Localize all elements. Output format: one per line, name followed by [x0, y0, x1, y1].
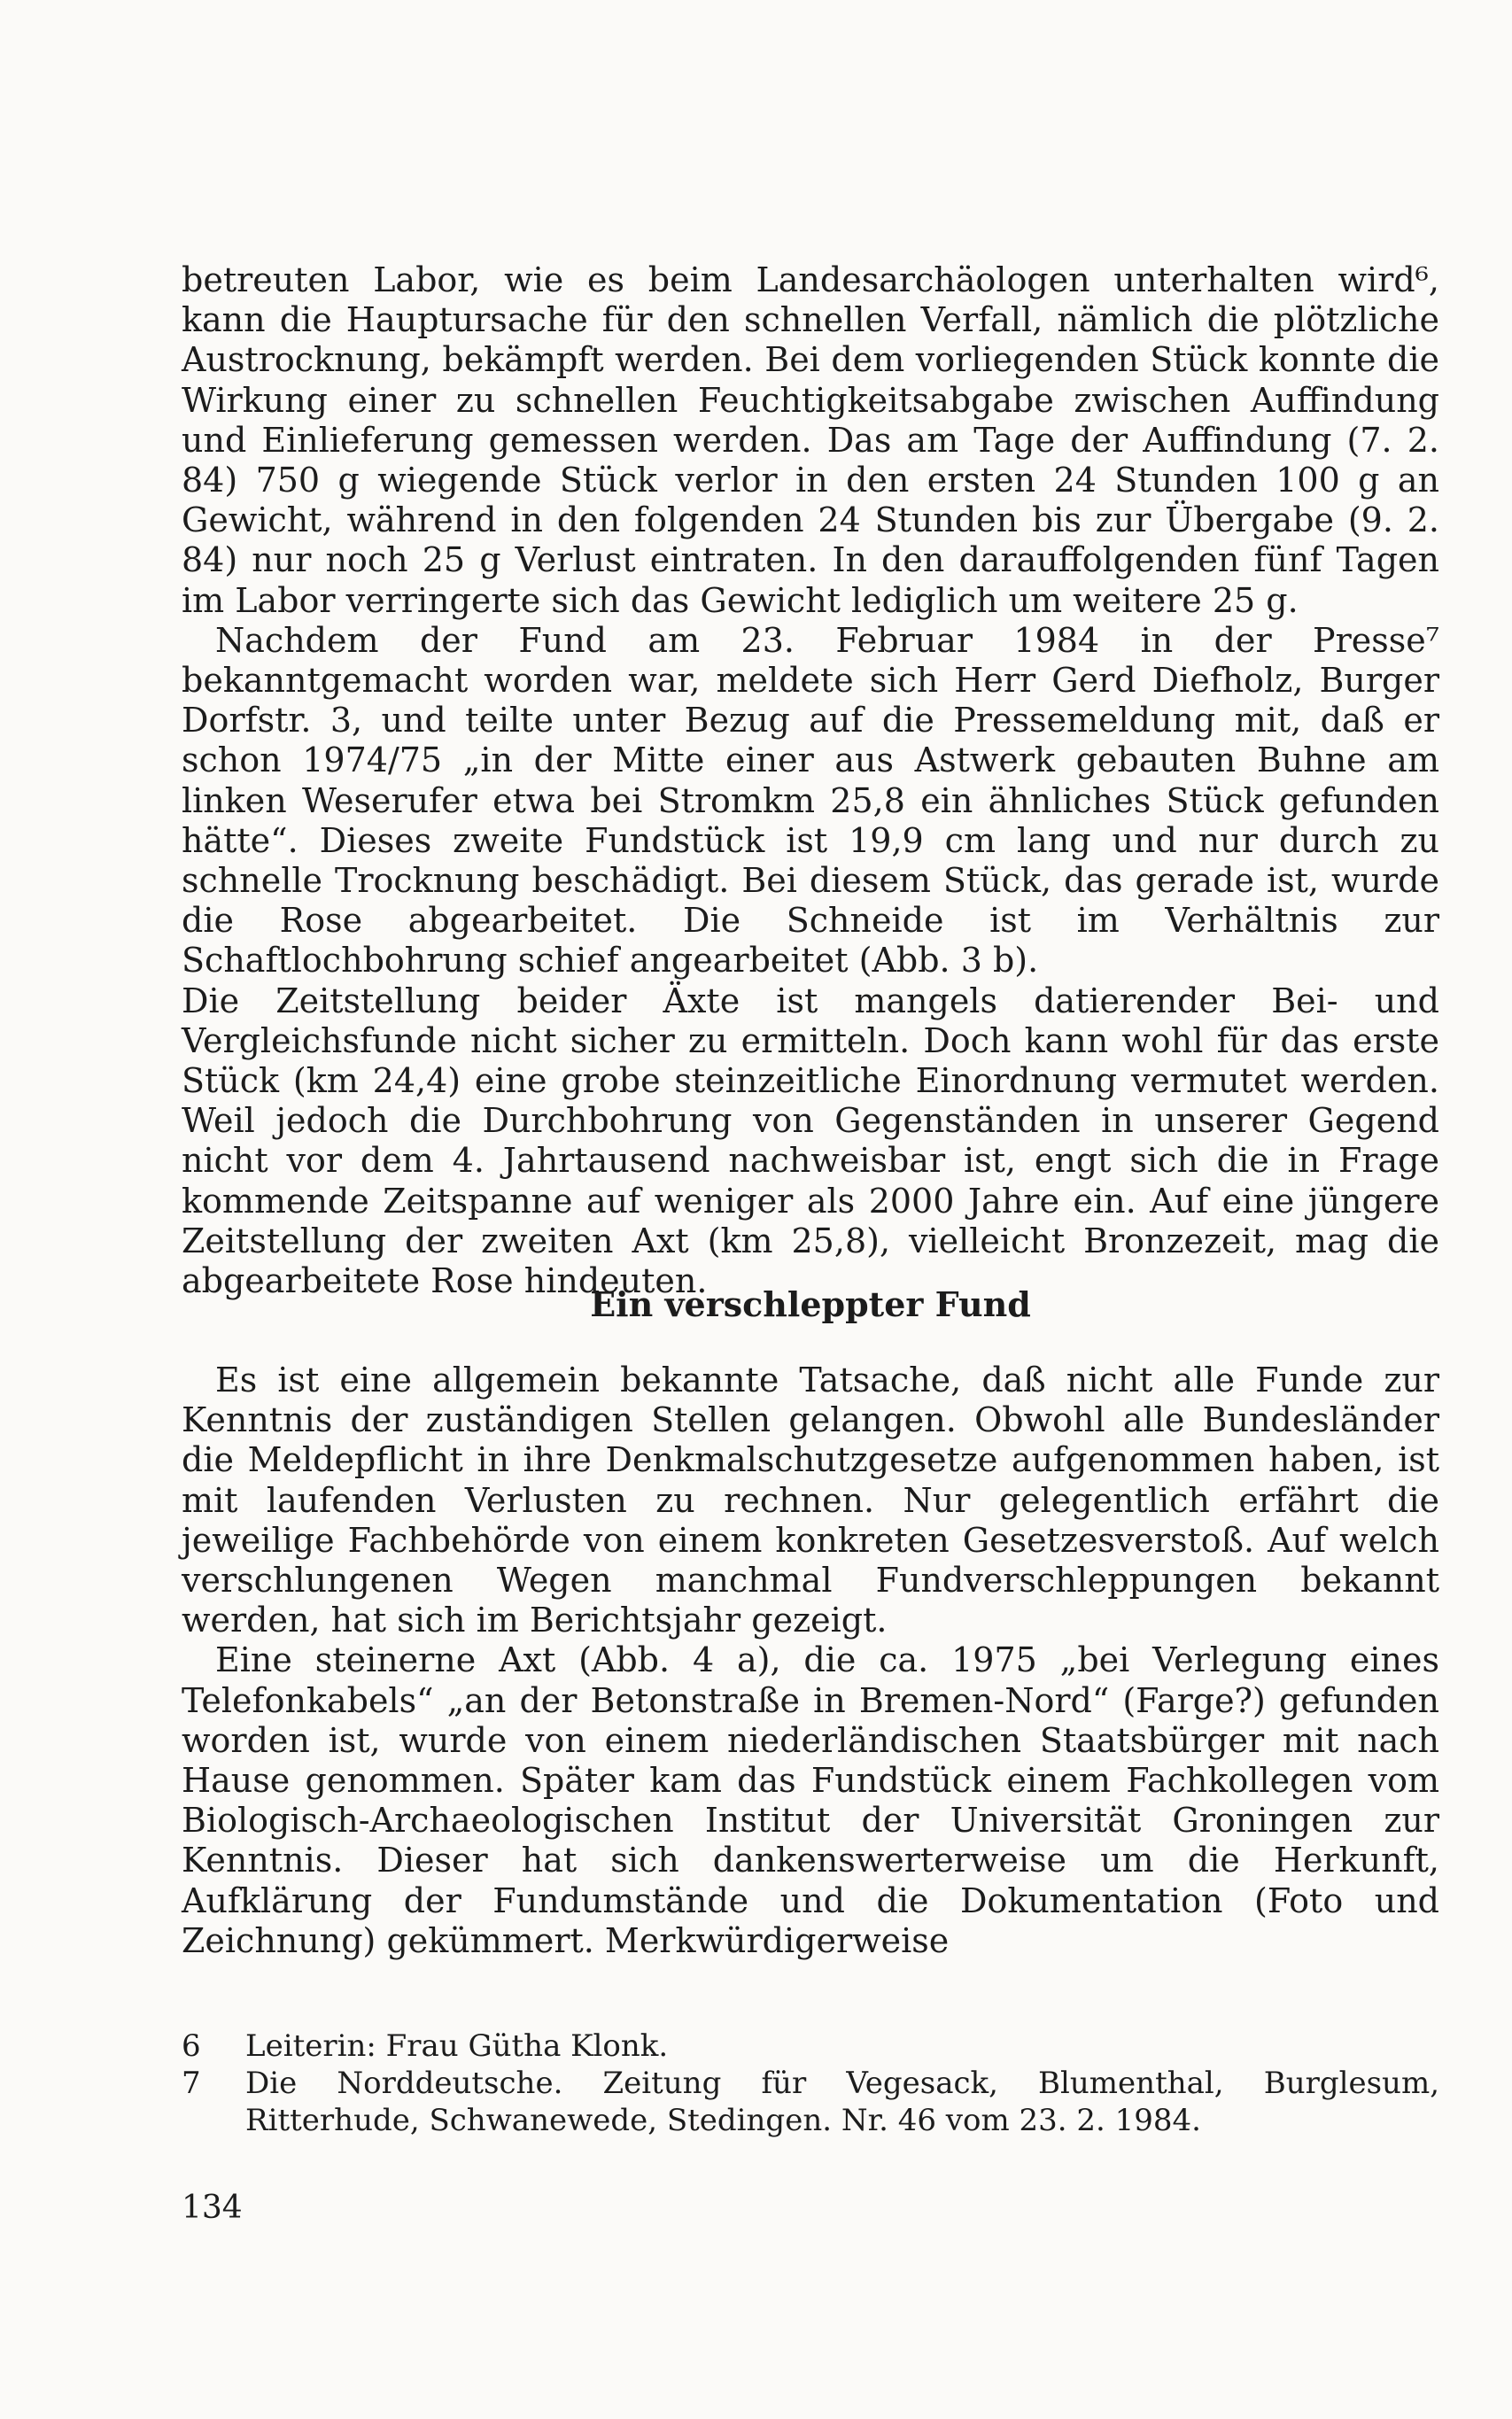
section-heading: Ein verschleppter Fund	[590, 1284, 1031, 1324]
paragraph: Eine steinerne Axt (Abb. 4 a), die ca. 1975 „bei Verlegung eines Telefonkabels“ „an der Betonstraße in Bremen-Nord“ (Farge?) gefunden worden ist, wurde von einem niederländischen Staatsbürger mit nach Hause genommen. Später kam das Fundstück einem Fachkollegen vom Biologisch-Archaeologischen Institut der Universität Groningen zur Kenntnis. Dieser hat sich dankenswerterweise um die Herkunft, Aufklärung der Fundumstände und die Dokumentation (Foto und Zeichnung) gekümmert. Merkwürdigerweise	[182, 1640, 1439, 1960]
footnote-number: 7	[182, 2066, 201, 2101]
paragraph: betreuten Labor, wie es beim Landesarchäologen unterhalten wird⁶, kann die Hauptursache für den schnellen Verfall, nämlich die plötzliche Austrocknung, bekämpft werden. Bei dem vorliegenden Stück konnte die Wirkung einer zu schnellen Feuchtigkeitsabgabe zwischen Auffindung und Einlieferung gemessen werden. Das am Tage der Auffindung (7. 2. 84) 750 g wiegende Stück verlor in den ersten 24 Stunden 100 g an Gewicht, während in den folgenden 24 Stunden bis zur Übergabe (9. 2. 84) nur noch 25 g Verlust eintraten. In den darauffolgenden fünf Tagen im Labor verringerte sich das Gewicht lediglich um weitere 25 g.	[182, 260, 1439, 620]
footnote-text: Die Norddeutsche. Zeitung für Vegesack, Blumenthal, Burglesum, Ritterhude, Schwanewede, Stedingen. Nr. 46 vom 23. 2. 1984.	[245, 2066, 1439, 2138]
footnote	[182, 2027, 1439, 2065]
paragraph: Nachdem der Fund am 23. Februar 1984 in der Presse⁷ bekanntgemacht worden war, meldete sich Herr Gerd Diefholz, Burger Dorfstr. 3, und teilte unter Bezug auf die Pressemeldung mit, daß er schon 1974/75 „in der Mitte einer aus Astwerk gebauten Buhne am linken Weserufer etwa bei Stromkm 25,8 ein ähnliches Stück gefunden hätte“. Dieses zweite Fundstück ist 19,9 cm lang und nur durch zu schnelle Trocknung beschädigt. Bei diesem Stück, das gerade ist, wurde die Rose abgearbeitet. Die Schneide ist im Verhältnis zur Schaftlochbohrung schief angearbeitet (Abb. 3 b).	[182, 620, 1439, 981]
paragraph: Die Zeitstellung beider Äxte ist mangels datierender Bei- und Vergleichsfunde nicht sicher zu ermitteln. Doch kann wohl für das erste Stück (km 24,4) eine grobe steinzeitliche Einordnung vermutet werden. Weil jedoch die Durchbohrung von Gegenständen in unserer Gegend nicht vor dem 4. Jahrtausend nachweisbar ist, engt sich die in Frage kommende Zeitspanne auf weniger als 2000 Jahre ein. Auf eine jüngere Zeitstellung der zweiten Axt (km 25,8), vielleicht Bronzezeit, mag die abgearbeitete Rose hindeuten.	[182, 981, 1439, 1301]
paragraph: Es ist eine allgemein bekannte Tatsache, daß nicht alle Funde zur Kenntnis der zuständigen Stellen gelangen. Obwohl alle Bundesländer die Meldepflicht in ihre Denkmalschutzgesetze aufgenommen haben, ist mit laufenden Verlusten zu rechnen. Nur gelegentlich erfährt die jeweilige Fachbehörde von einem konkreten Gesetzesverstoß. Auf welch verschlungenen Wegen manchmal Fundverschleppungen bekannt werden, hat sich im Berichtsjahr gezeigt.	[182, 1361, 1439, 1640]
footnotes	[182, 2027, 1439, 2139]
footnote-text: Leiterin: Frau Gütha Klonk.	[245, 2028, 669, 2064]
footnote-number: 6	[182, 2028, 201, 2064]
body-text-bottom	[182, 1361, 1439, 1961]
page-number: 134	[182, 2190, 243, 2226]
body-text-top	[182, 260, 1439, 1301]
footnote	[182, 2065, 1439, 2139]
